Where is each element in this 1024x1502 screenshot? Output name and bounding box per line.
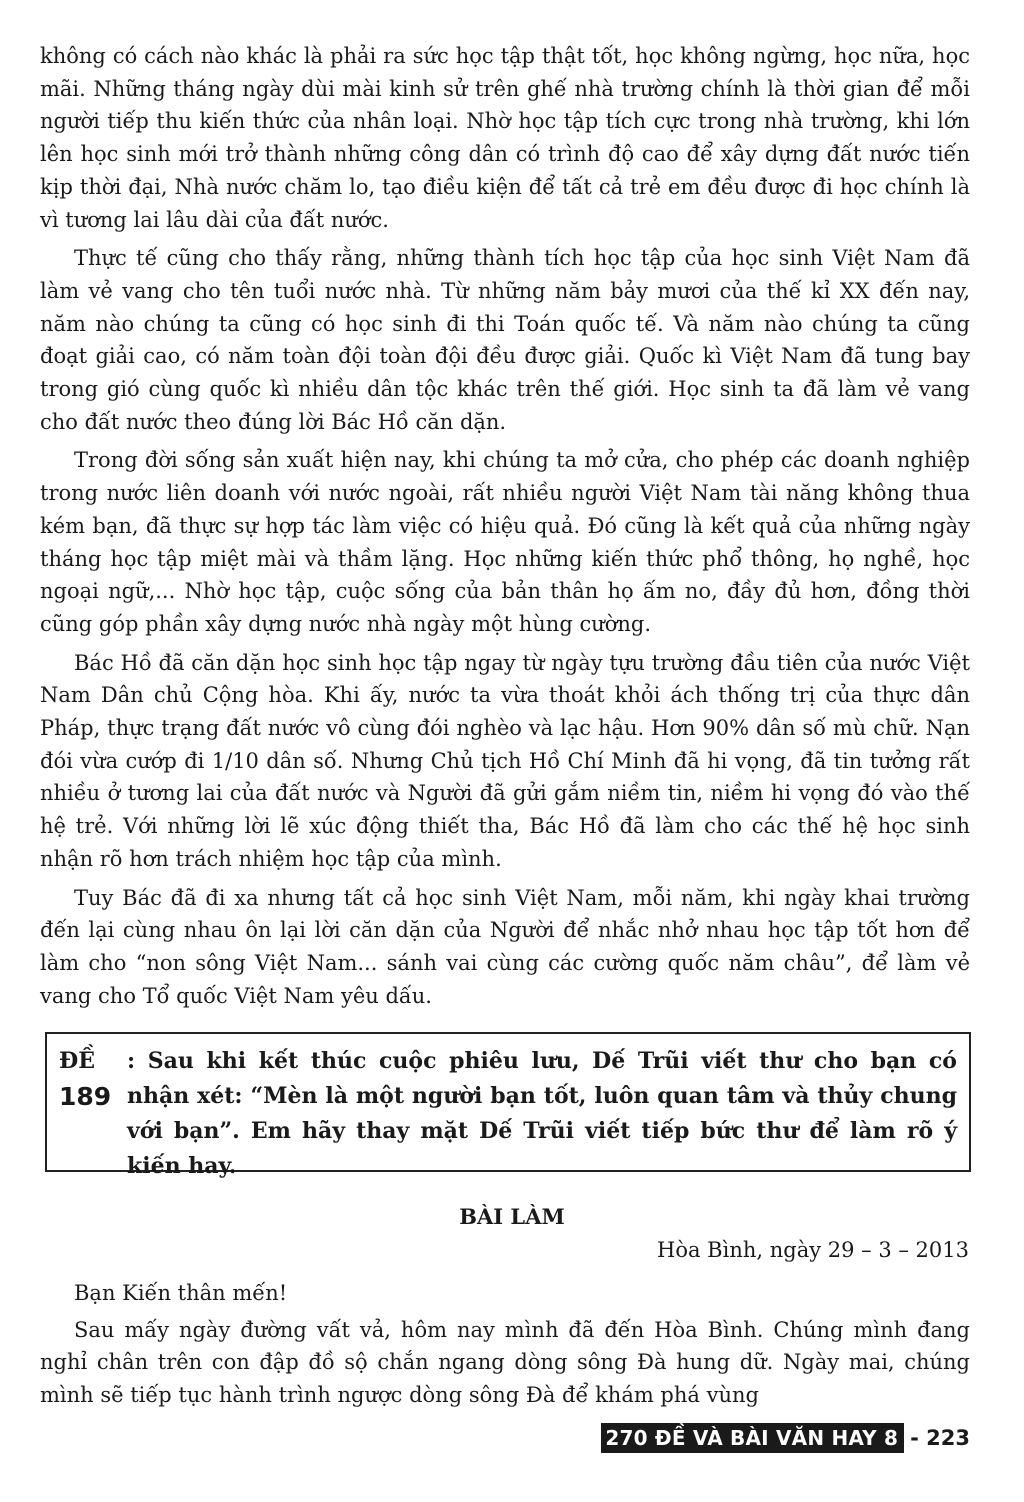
assignment-number: 189 (59, 1082, 112, 1111)
assignment-prompt-box (45, 1032, 971, 1179)
page-footer (601, 1423, 970, 1453)
page-number: - 223 (910, 1426, 970, 1450)
essay-paragraph-1: Sau mấy ngày đường vất vả, hôm nay mình đã đến Hòa Bình. Chúng mình đang nghỉ chân trên con đập đồ sộ chắn ngang dòng sông Đà hung dữ. Ngày mai, chúng mình sẽ tiếp tục hành trình ngược dòng sông Đà để khám phá vùng (40, 1317, 970, 1408)
assignment-label-prefix: ĐỀ (59, 1048, 95, 1074)
paragraph-4: Bác Hồ đã căn dặn học sinh học tập ngay từ ngày tựu trường đầu tiên của nước Việt Nam Dân chủ Cộng hòa. Khi ấy, nước ta vừa thoát khỏi ách thống trị của thực dân Pháp, thực trạng đất nước vô cùng đói nghèo và lạc hậu. Hơn 90% dân số mù chữ. Nạn đói vừa cướp đi 1/10 dân số. Nhưng Chủ tịch Hồ Chí Minh đã hi vọng, đã tin tưởng rất nhiều ở tương lai của đất nước và Người đã gửi gắm niềm tin, niềm hi vọng đó vào thế hệ trẻ. Với những lời lẽ xúc động thiết tha, Bác Hồ đã làm cho các thế hệ học sinh nhận rõ hơn trách nhiệm học tập của mình. (40, 650, 970, 871)
letter-date: Hòa Bình, ngày 29 – 3 – 2013 (657, 1238, 969, 1262)
letter-greeting: Bạn Kiến thân mến! (74, 1281, 288, 1305)
paragraph-2: Thực tế cũng cho thấy rằng, những thành tích học tập của học sinh Việt Nam đã làm vẻ vang cho tên tuổi nước nhà. Từ những năm bảy mươi của thế kỉ XX đến nay, năm nào chúng ta cũng có học sinh đi thi Toán quốc tế. Và năm nào chúng ta cũng đoạt giải cao, có năm toàn đội toàn đội đều được giải. Quốc kì Việt Nam đã tung bay trong gió cùng quốc kì nhiều dân tộc khác trên thế giới. Học sinh ta đã làm vẻ vang cho đất nước theo đúng lời Bác Hồ căn dặn. (40, 246, 970, 434)
paragraph-5: Tuy Bác đã đi xa nhưng tất cả học sinh Việt Nam, mỗi năm, khi ngày khai trường đến lại cùng nhau ôn lại lời căn dặn của Người để nhắc nhở nhau học tập tốt hơn để làm cho “non sông Việt Nam... sánh vai cùng các cường quốc năm châu”, để làm vẻ vang cho Tổ quốc Việt Nam yêu dấu. (40, 885, 970, 1008)
paragraph-1: không có cách nào khác là phải ra sức học tập thật tốt, học không ngừng, học nữa, học mãi. Những tháng ngày dùi mài kinh sử trên ghế nhà trường chính là thời gian để mỗi người tiếp thu kiến thức của nhân loại. Nhờ học tập tích cực trong nhà trường, khi lớn lên học sinh mới trở thành những công dân có trình độ cao để xây dựng đất nước tiến kịp thời đại, Nhà nước chăm lo, tạo điều kiện để tất cả trẻ em đều được đi học chính là vì tương lai lâu dài của đất nước. (40, 44, 970, 232)
book-title: 270 ĐỀ VÀ BÀI VĂN HAY 8 (601, 1423, 904, 1453)
paragraph-3: Trong đời sống sản xuất hiện nay, khi chúng ta mở cửa, cho phép các doanh nghiệp trong nước liên doanh với nước ngoài, rất nhiều người Việt Nam tài năng không thua kém bạn, đã thực sự hợp tác làm việc có hiệu quả. Đó cũng là kết quả của những ngày tháng học tập miệt mài và thầm lặng. Học những kiến thức phổ thông, họ nghề, học ngoại ngữ,... Nhờ học tập, cuộc sống của bản thân họ ấm no, đầy đủ hơn, đồng thời cũng góp phần xây dựng nước nhà ngày một hùng cường. (40, 448, 970, 636)
assignment-text: : Sau khi kết thúc cuộc phiêu lưu, Dế Trũi viết thư cho bạn có nhận xét: “Mèn là một người bạn tốt, luôn quan tâm và thủy chung với bạn”. Em hãy thay mặt Dế Trũi viết tiếp bức thư để làm rõ ý kiến hay. (127, 1048, 957, 1179)
essay-body (40, 1277, 970, 1416)
assignment-label (59, 1044, 127, 1116)
body-text (40, 40, 970, 1018)
essay-title: BÀI LÀM (459, 1204, 565, 1229)
